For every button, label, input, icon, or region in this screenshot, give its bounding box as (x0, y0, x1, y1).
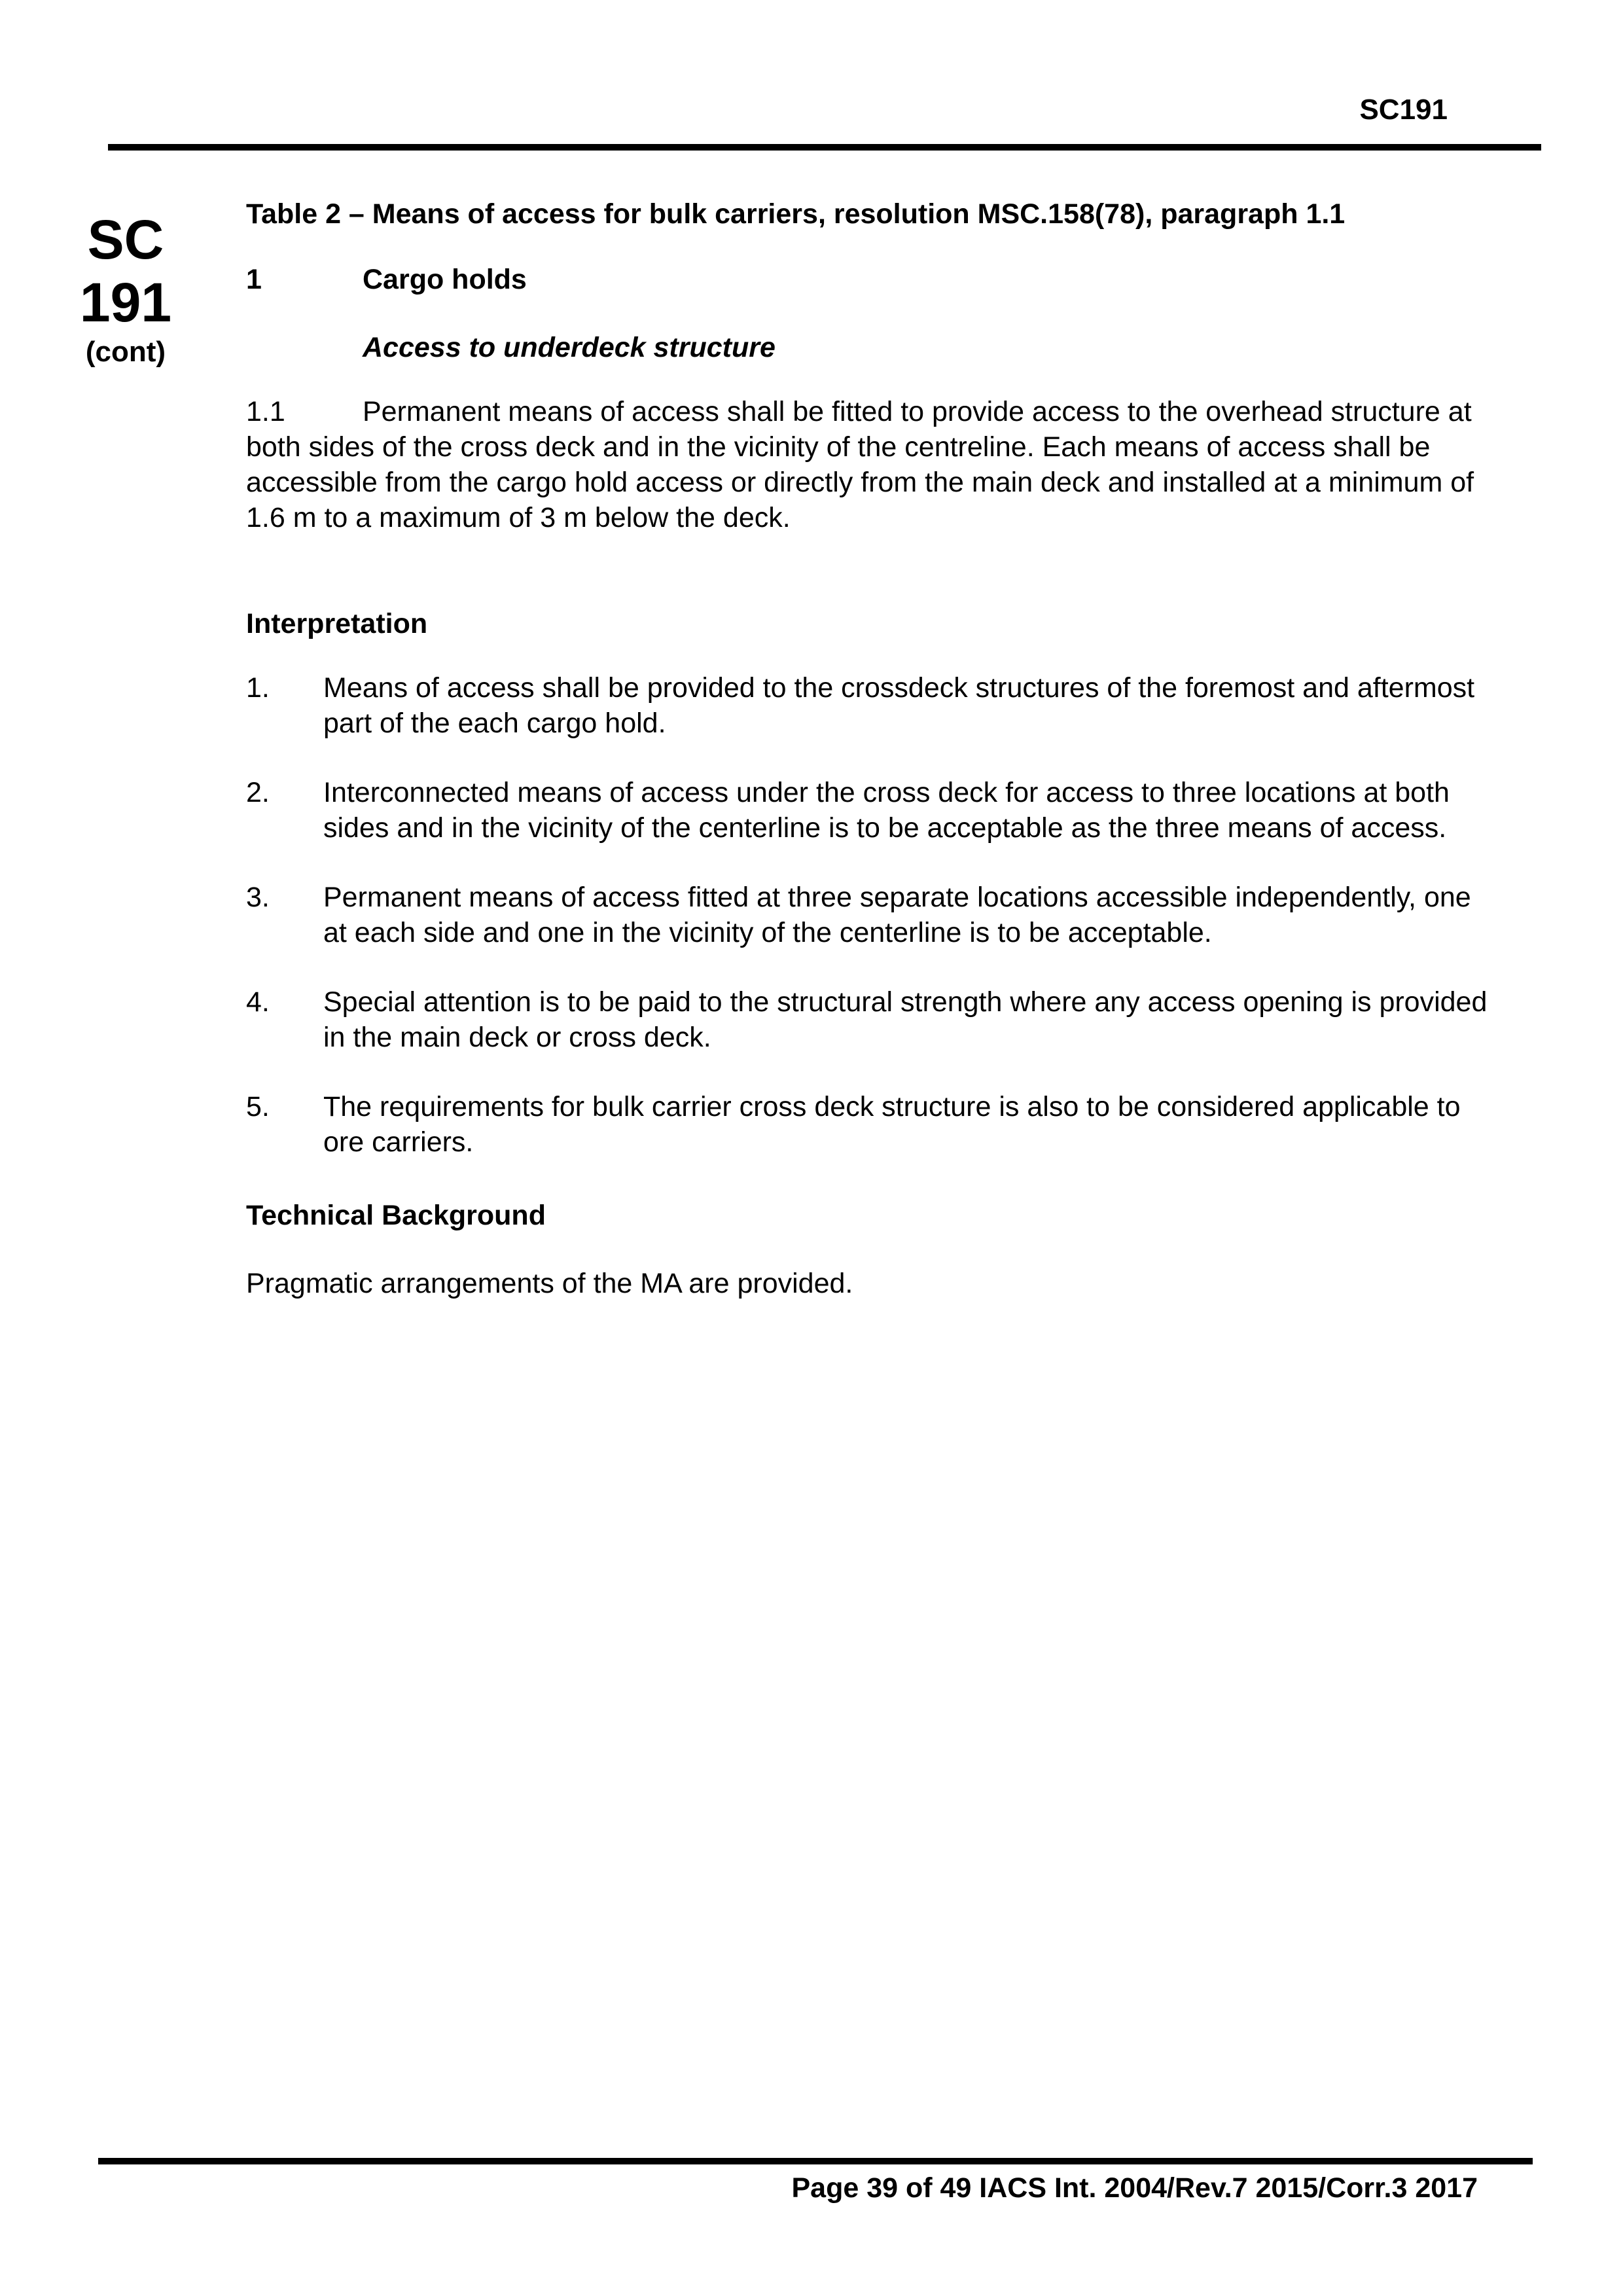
paragraph-text: Permanent means of access shall be fitted to provide access to the overhead structure at both sides of the cross deck and in the vicinity of the centreline. Each means of access shall be accessible from the cargo hold access or directly from the main deck and installed at a minimum of 1.6 m to a maximum of 3 m below the deck. (246, 396, 1474, 533)
list-item-text: Interconnected means of access under the cross deck for access to three locations at both sides and in the vicinity of the centerline is to be acceptable as the three means of access. (323, 777, 1450, 844)
margin-tag-sc: SC (87, 209, 164, 270)
list-item (246, 880, 1496, 950)
list-item-text: Permanent means of access fitted at three separate locations accessible independently, one at each side and one in the vicinity of the centerline is to be acceptable. (323, 882, 1471, 948)
interpretation-list (246, 670, 1496, 1160)
list-item-text: Special attention is to be paid to the structural strength where any access opening is provided in the main deck or cross deck. (323, 986, 1488, 1053)
table-title: Table 2 – Means of access for bulk carriers, resolution MSC.158(78), paragraph 1.1 (246, 198, 1346, 230)
list-item-number: 2. (246, 777, 270, 808)
section-heading (246, 262, 1496, 297)
footer-rule (98, 2158, 1533, 2164)
header-code: SC191 (1359, 94, 1448, 126)
technical-background-heading: Technical Background (246, 1200, 546, 1231)
list-item-text: The requirements for bulk carrier cross deck structure is also to be considered applicable to ore carriers. (323, 1091, 1461, 1158)
list-item-number: 4. (246, 986, 270, 1018)
header-rule (108, 144, 1541, 151)
list-item-text: Means of access shall be provided to the crossdeck structures of the foremost and aftermost part of the each cargo hold. (323, 672, 1475, 739)
margin-tag (73, 208, 178, 369)
margin-tag-cont: (cont) (85, 336, 166, 368)
list-item-number: 1. (246, 672, 270, 704)
subheading: Access to underdeck structure (363, 332, 776, 363)
list-item-number: 3. (246, 882, 270, 913)
list-item (246, 984, 1496, 1055)
paragraph-1-1 (246, 394, 1496, 535)
page-footer: Page 39 of 49 IACS Int. 2004/Rev.7 2015/Corr.3 2017 (791, 2172, 1478, 2204)
interpretation-heading: Interpretation (246, 608, 428, 639)
list-item (246, 775, 1496, 846)
paragraph-number: 1.1 (246, 396, 285, 427)
technical-background-text: Pragmatic arrangements of the MA are provided. (246, 1268, 853, 1299)
list-item (246, 1089, 1496, 1160)
margin-tag-number: 191 (79, 272, 172, 333)
main-content (246, 196, 1496, 1301)
list-item-number: 5. (246, 1091, 270, 1122)
section-number: 1 (246, 264, 262, 295)
list-item (246, 670, 1496, 741)
section-title: Cargo holds (363, 264, 527, 295)
